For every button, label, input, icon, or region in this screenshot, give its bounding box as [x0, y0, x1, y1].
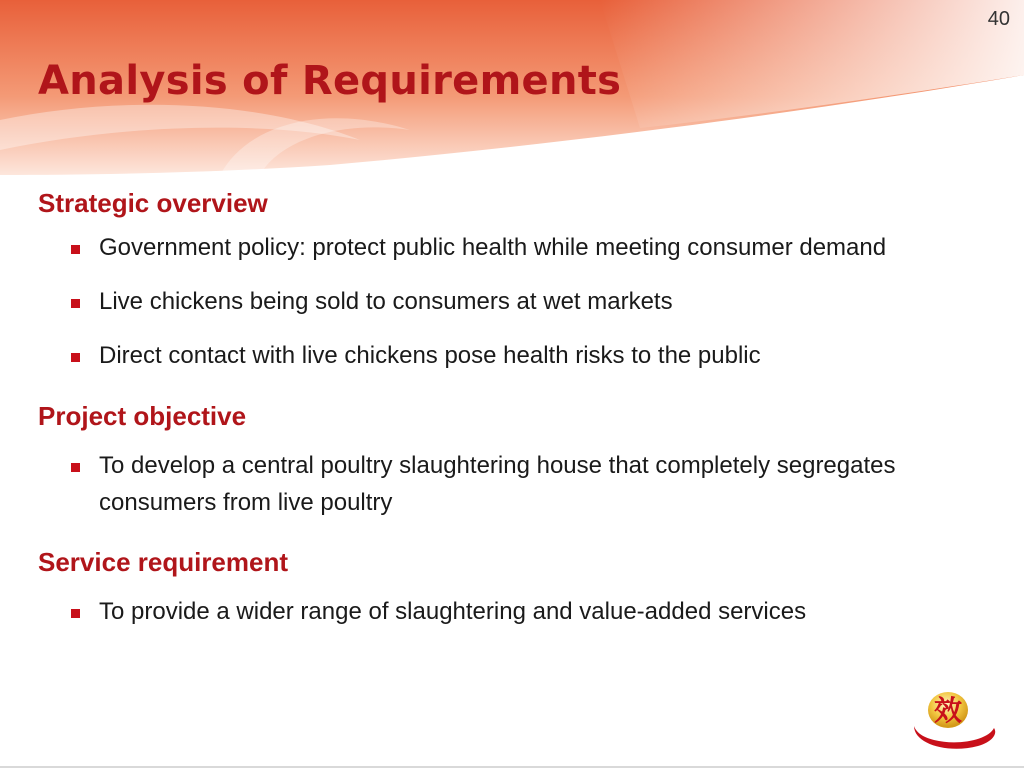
- section-service-requirement: [38, 547, 978, 630]
- page-number: 40: [987, 8, 1010, 30]
- section-heading: Strategic overview: [38, 188, 268, 218]
- bullet-text: To develop a central poultry slaughtering house that completely segregates consumers from live poultry: [99, 452, 896, 516]
- bullet-list: [38, 229, 978, 374]
- bullet-item: [38, 593, 978, 630]
- bullet-list: [38, 593, 978, 630]
- bullet-item: [38, 337, 978, 374]
- bullet-item: [38, 283, 978, 320]
- square-bullet-icon: [71, 245, 80, 254]
- bullet-text: Live chickens being sold to consumers at wet markets: [99, 288, 673, 315]
- logo-glyph: 效: [933, 694, 963, 727]
- section-heading: Project objective: [38, 401, 247, 431]
- bullet-text: To provide a wider range of slaughtering and value-added services: [99, 598, 807, 625]
- corner-logo-icon: [908, 682, 998, 754]
- square-bullet-icon: [71, 353, 80, 362]
- square-bullet-icon: [71, 299, 80, 308]
- square-bullet-icon: [71, 463, 80, 472]
- bullet-text: Government policy: protect public health while meeting consumer demand: [99, 234, 887, 261]
- bullet-item: [38, 447, 978, 521]
- section-heading: Service requirement: [38, 547, 289, 577]
- section-project-objective: [38, 401, 978, 521]
- bullet-text: Direct contact with live chickens pose health risks to the public: [99, 342, 761, 369]
- bullet-list: [38, 447, 978, 521]
- section-strategic-overview: [38, 188, 978, 374]
- square-bullet-icon: [71, 609, 80, 618]
- bullet-item: [38, 229, 978, 266]
- slide-title: Analysis of Requirements: [38, 58, 622, 104]
- slide-content: [38, 188, 978, 630]
